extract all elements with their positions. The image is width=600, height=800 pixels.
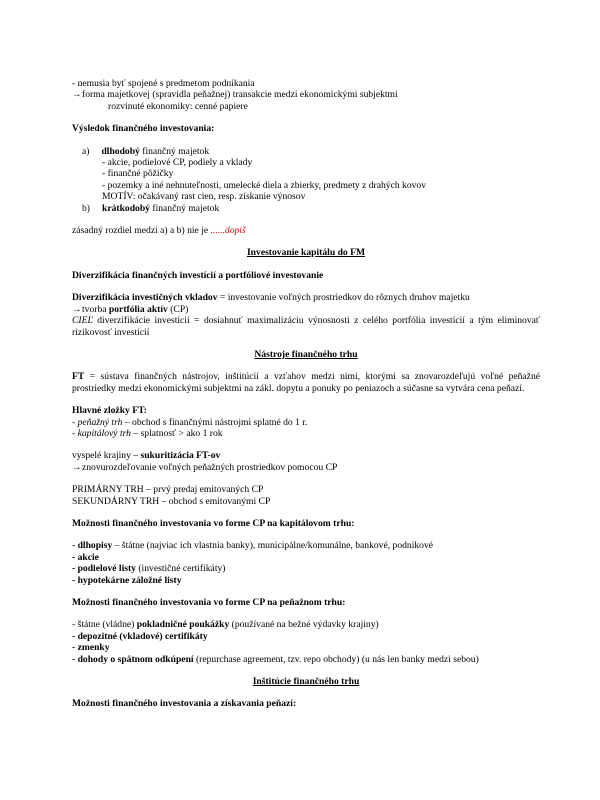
section-heading: Možnosti finančného investovania vo forme CP na peňažnom trhu:: [72, 597, 346, 608]
list-item: - peňažný trh – obchod s finančnými nástrojmi splatné do 1 r.: [72, 416, 308, 428]
list-item: - dohody o spätnom odkúpení (repurchase agreement, tzv. repo obchody) (u nás len banky medzi sebou): [72, 653, 479, 665]
paragraph: CIEĽ diverzifikácie investícií = dosiahnuť maximalizáciu výnosnosti z celého portfólia investícií a tým eliminovať rizikovosť investícií: [72, 315, 540, 338]
list-item: - štátne (vládne) pokladničné poukážky (používané na bežné výdavky krajiny): [72, 619, 379, 631]
list-item: - akcie, podielové CP, podiely a vklady: [102, 157, 253, 169]
right-arrow-icon: →: [72, 303, 82, 315]
list-item: - zmenky: [72, 642, 110, 654]
text-line: →tvorba portfólia aktív (CP): [72, 303, 189, 315]
section-heading: Hlavné zložky FT:: [72, 405, 147, 417]
list-item: b) krátkodobý finančný majetok: [82, 202, 220, 214]
section-title: Inštitúcie finančného trhu: [252, 676, 360, 688]
section-title: Nástroje finančného trhu: [254, 348, 358, 360]
list-item: - kapitálový trh – splatnosť > ako 1 rok: [72, 427, 223, 439]
text-line: SEKUNDÁRNY TRH – obchod s emitovanými CP: [72, 495, 271, 507]
list-item: - podielové listy (investičné certifikáty): [72, 563, 226, 575]
text-line: - nemusia byť spojené s predmetom podnikania: [72, 78, 255, 89]
text-line: Diverzifikácia investičných vkladov = investovanie voľných prostriedkov do rôznych druhov majetku: [72, 292, 470, 304]
text-line: PRIMÁRNY TRH – prvý predaj emitovaných CP: [72, 484, 264, 496]
text-line: →forma majetkovej (spravidla peňažnej) transakcie medzi ekonomickými subjektmi: [72, 89, 398, 101]
section-heading: Diverzifikácia finančných investícií a portfóliové investovanie: [72, 269, 324, 281]
list-item: - hypotekárne záložné listy: [72, 574, 182, 586]
text-line: →znovurozdeľovanie voľných peňažných prostriedkov pomocou CP: [72, 461, 338, 473]
text-line: rozvinuté ekonomiky: cenné papiere: [108, 100, 248, 112]
section-heading: Možnosti finančného investovania vo forme CP na kapitálovom trhu:: [72, 517, 355, 529]
list-item: - pozemky a iné nehnuteľnosti, umelecké diela a zbierky, predmety z drahých kovov: [102, 179, 427, 191]
list-item: a) dlhodobý finančný majetok: [82, 145, 210, 157]
text-line: vyspelé krajiny – sukuritizácia FT-ov: [72, 450, 221, 462]
section-heading: Výsledok finančného investovania:: [72, 123, 215, 135]
section-title: Investovanie kapitálu do FM: [246, 247, 366, 259]
list-item: MOTÍV: očakávaný rast cien, resp. získanie výnosov: [102, 191, 306, 203]
right-arrow-icon: →: [72, 461, 82, 473]
paragraph: FT = sústava finančných nástrojov, inštitúcií a vzťahov medzi nimi, ktorými sa znovarozdeľujú voľné peňažné prostriedky medzi ekonomickými subjektmi na zákl. dopytu a ponuky po peniazoch a súčasne sa vytvára cena peňazí.: [72, 371, 540, 394]
list-item: - finančné pôžičky: [102, 168, 174, 180]
list-item: - akcie: [72, 551, 99, 563]
right-arrow-icon: →: [72, 89, 82, 101]
section-heading: Možnosti finančného investovania a získavania peňazí:: [72, 698, 297, 710]
text-line: zásadný rozdiel medzi a) a b) nie je ......dopíš: [72, 225, 246, 237]
list-item: - depozitné (vkladové) certifikáty: [72, 630, 208, 642]
list-item: - dlhopisy – štátne (najviac ich vlastnia banky), municipálne/komunálne, bankové, podnikové: [72, 540, 434, 552]
